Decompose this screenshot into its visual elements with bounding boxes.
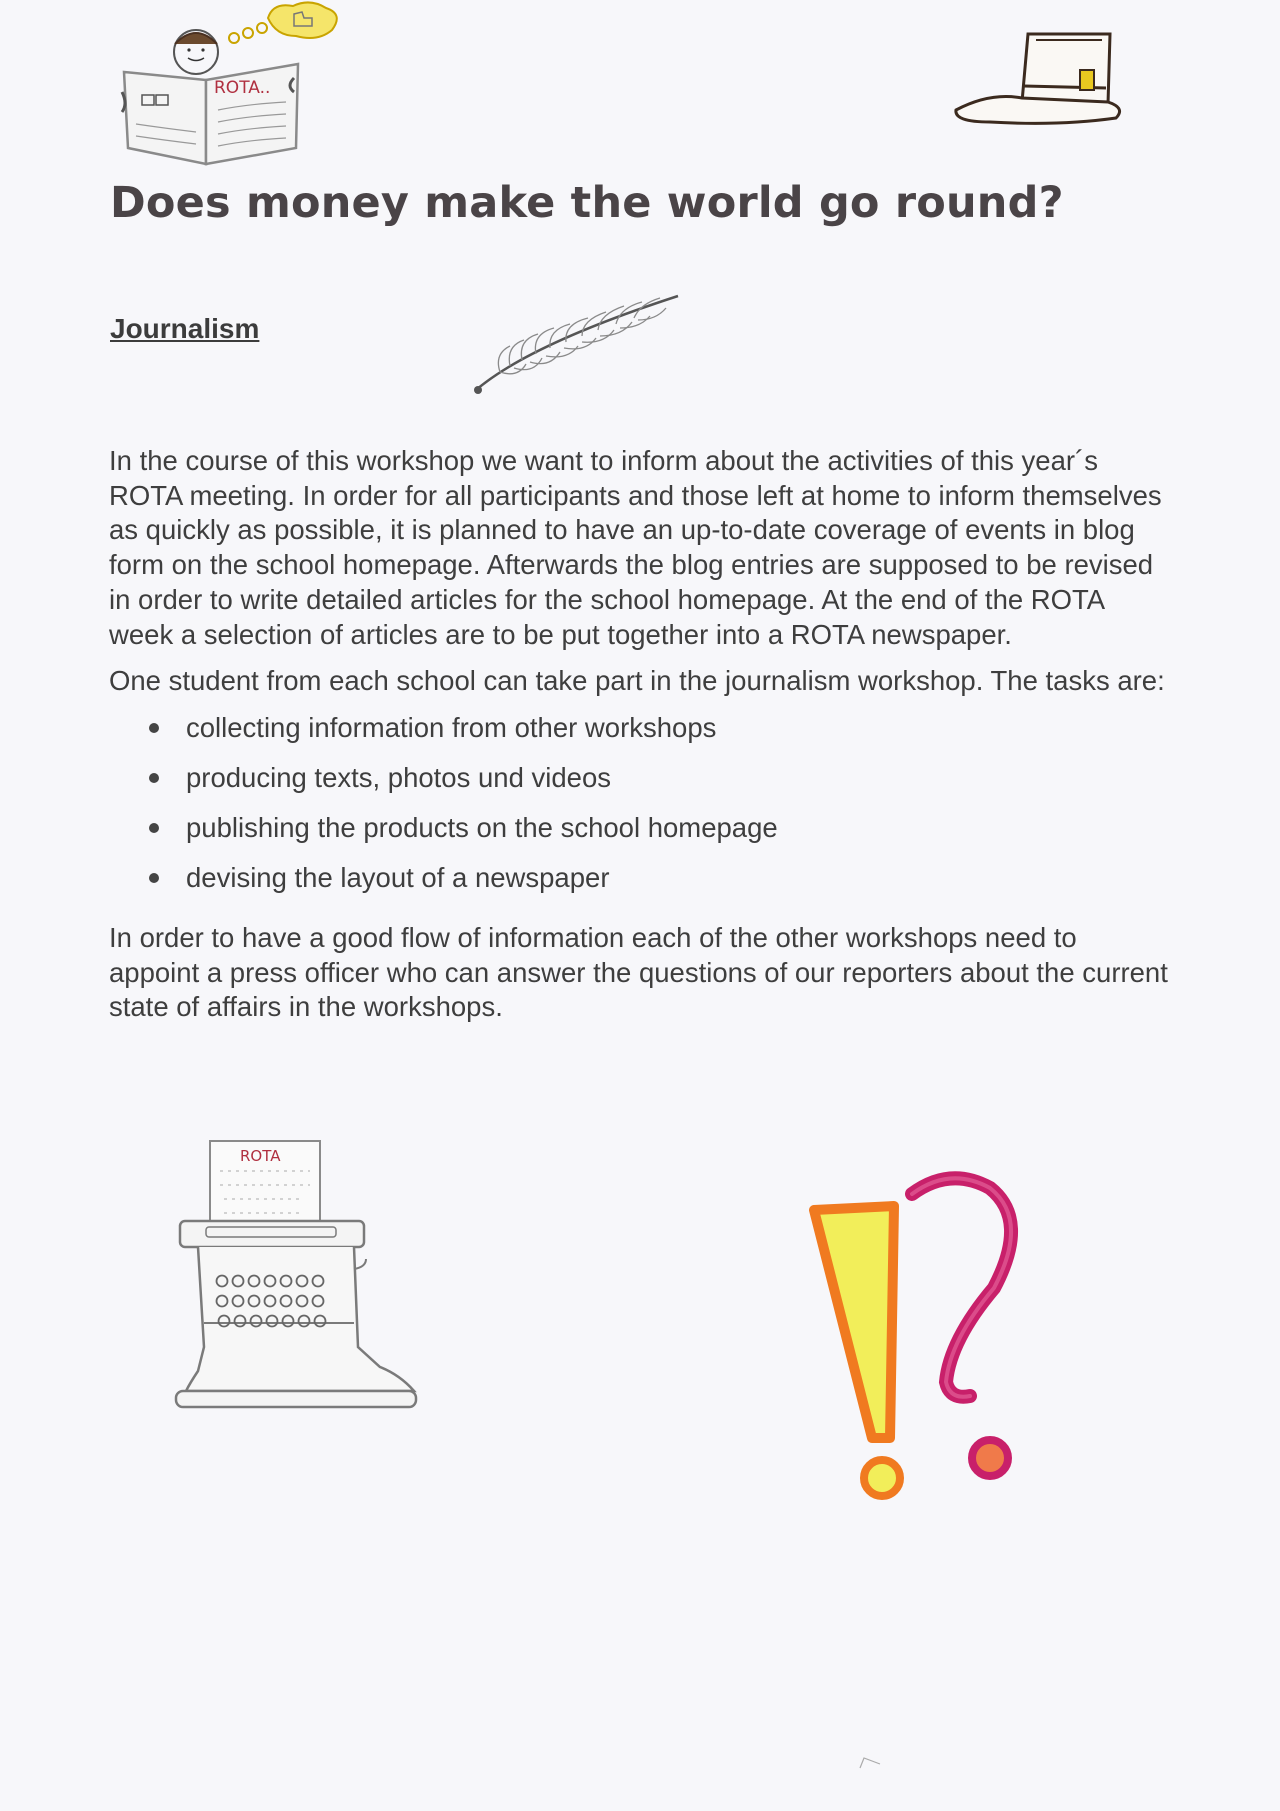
newspaper-sign: ROTA..	[214, 78, 271, 98]
feather-icon	[470, 290, 690, 400]
bullet-icon	[149, 823, 159, 833]
typewriter-paper-label: ROTA	[240, 1147, 281, 1165]
closing-paragraph: In order to have a good flow of information each of the other workshops need to appoint a press officer who can answer the questions of our reporters about the current state of affairs in the workshops.	[109, 921, 1168, 1023]
list-item	[109, 811, 1169, 861]
task-label: devising the layout of a newspaper	[186, 861, 610, 893]
bullet-icon	[149, 773, 159, 783]
bullet-icon	[149, 723, 159, 733]
list-item	[109, 761, 1169, 811]
task-label: producing texts, photos und videos	[186, 761, 612, 793]
newspaper-reader-icon	[118, 0, 348, 170]
intro-paragraph: In the course of this workshop we want to inform about the activities of this year´s ROTA meeting. In order for all participants and those left at home to inform themselves as quickly as possible, it is planned to have an up-to-date coverage of events in blog form on the school homepage. Afterwards the blog entries are supposed to be revised in order to write detailed articles for the school homepage. At the end of the ROTA week a selection of articles are to be put together into a ROTA newspaper.	[109, 445, 1162, 650]
task-list	[109, 711, 1169, 911]
list-item	[109, 861, 1169, 911]
task-label: collecting information from other workshops	[186, 711, 717, 743]
section-heading: Journalism	[110, 313, 260, 344]
page-title: Does money make the world go round?	[110, 178, 1064, 228]
list-item	[109, 711, 1169, 761]
hat-icon	[950, 26, 1130, 136]
bullet-icon	[149, 873, 159, 883]
article-body	[109, 444, 1169, 1037]
typewriter-icon	[170, 1135, 430, 1435]
task-label: publishing the products on the school homepage	[186, 811, 778, 843]
pencil-mark-icon	[858, 1756, 882, 1770]
exclamation-question-icon	[800, 1160, 1060, 1520]
tasks-intro-paragraph: One student from each school can take part in the journalism workshop. The tasks are:	[109, 665, 1165, 697]
